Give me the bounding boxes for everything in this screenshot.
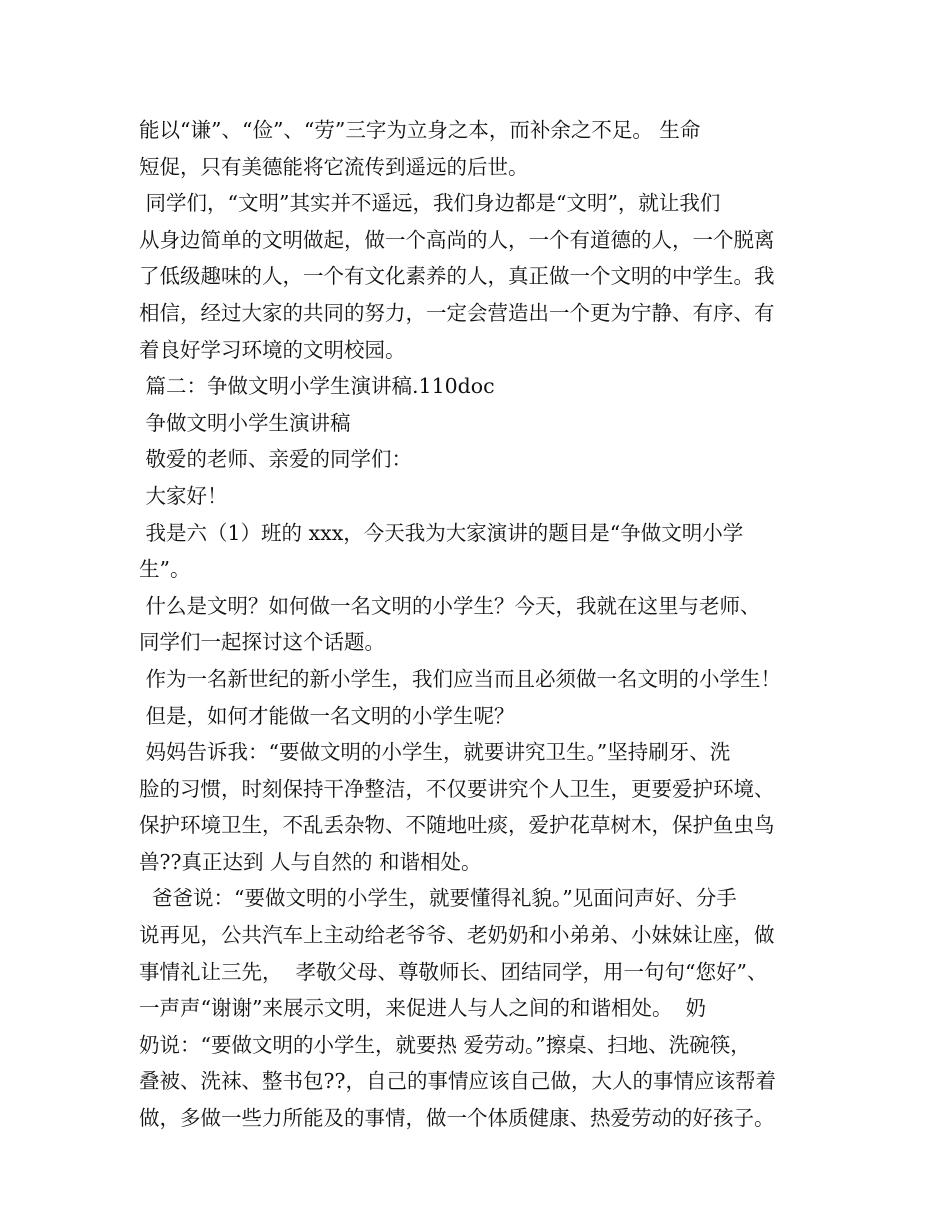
text-line-13: 生”。	[139, 557, 191, 582]
text-line-12: 我是六（1）班的 xxx，今天我为大家演讲的题目是“争做文明小学	[139, 520, 744, 545]
text-line-24: 事情礼让三先， 孝敬父母、尊敬师长、团结同学，用一句句“您好”、	[139, 959, 768, 984]
text-line-14: 什么是文明？如何做一名文明的小学生？今天，我就在这里与老师、	[139, 593, 761, 618]
section-heading: 篇二：争做文明小学生演讲稿.110doc	[139, 374, 495, 399]
text-line-17: 但是，如何才能做一名文明的小学生呢？	[139, 703, 515, 728]
text-line-21: 兽??真正达到 人与自然的 和谐相处。	[139, 849, 482, 874]
text-line-3: 同学们，“文明”其实并不遥远，我们身边都是“文明”，就让我们	[139, 191, 721, 216]
text-line-16: 作为一名新世纪的新小学生，我们应当而且必须做一名文明的小学生！	[139, 666, 782, 691]
salutation: 敬爱的老师、亲爱的同学们：	[139, 447, 413, 472]
text-line-27: 叠被、洗袜、整书包??，自己的事情应该自己做，大人的事情应该帮着	[139, 1069, 776, 1094]
text-line-19: 脸的习惯，时刻保持干净整洁，不仅要讲究个人卫生，更要爱护环境、	[139, 776, 775, 801]
text-line-25: 一声声“谢谢”来展示文明，来促进人与人之间的和谐相处。 奶	[139, 996, 706, 1021]
document-body	[139, 112, 829, 1137]
text-line-26: 奶说：“要做文明的小学生，就要热 爱劳动。”擦桌、扫地、洗碗筷，	[139, 1032, 751, 1057]
text-line-5: 了低级趣味的人，一个有文化素养的人，真正做一个文明的中学生。我	[139, 264, 775, 289]
greeting: 大家好！	[139, 483, 228, 508]
text-line-18: 妈妈告诉我：“要做文明的小学生，就要讲究卫生。”坚持刷牙、洗	[139, 740, 731, 765]
text-line-23: 说再见，公共汽车上主动给老爷爷、老奶奶和小弟弟、小妹妹让座，做	[139, 923, 775, 948]
text-line-1: 能以“谦”、“俭”、“劳”三字为立身之本，而补余之不足。 生命	[139, 118, 701, 142]
text-line-15: 同学们一起探讨这个话题。	[139, 630, 385, 655]
text-line-28: 做，多做一些力所能及的事情，做一个体质健康、热爱劳动的好孩子。	[139, 1106, 775, 1131]
text-line-4: 从身边简单的文明做起，做一个高尚的人，一个有道德的人，一个脱离	[139, 227, 775, 252]
text-line-20: 保护环境卫生，不乱丢杂物、不随地吐痰，爱护花草树木，保护鱼虫鸟	[139, 813, 775, 838]
text-line-7: 着良好学习环境的文明校园。	[139, 337, 406, 362]
text-line-6: 相信，经过大家的共同的努力，一定会营造出一个更为宁静、有序、有	[139, 300, 775, 325]
text-line-22: 爸爸说：“要做文明的小学生，就要懂得礼貌。”见面问声好、分手	[139, 886, 737, 911]
speech-title: 争做文明小学生演讲稿	[139, 410, 351, 435]
text-line-2: 短促，只有美德能将它流传到遥远的后世。	[139, 154, 529, 179]
